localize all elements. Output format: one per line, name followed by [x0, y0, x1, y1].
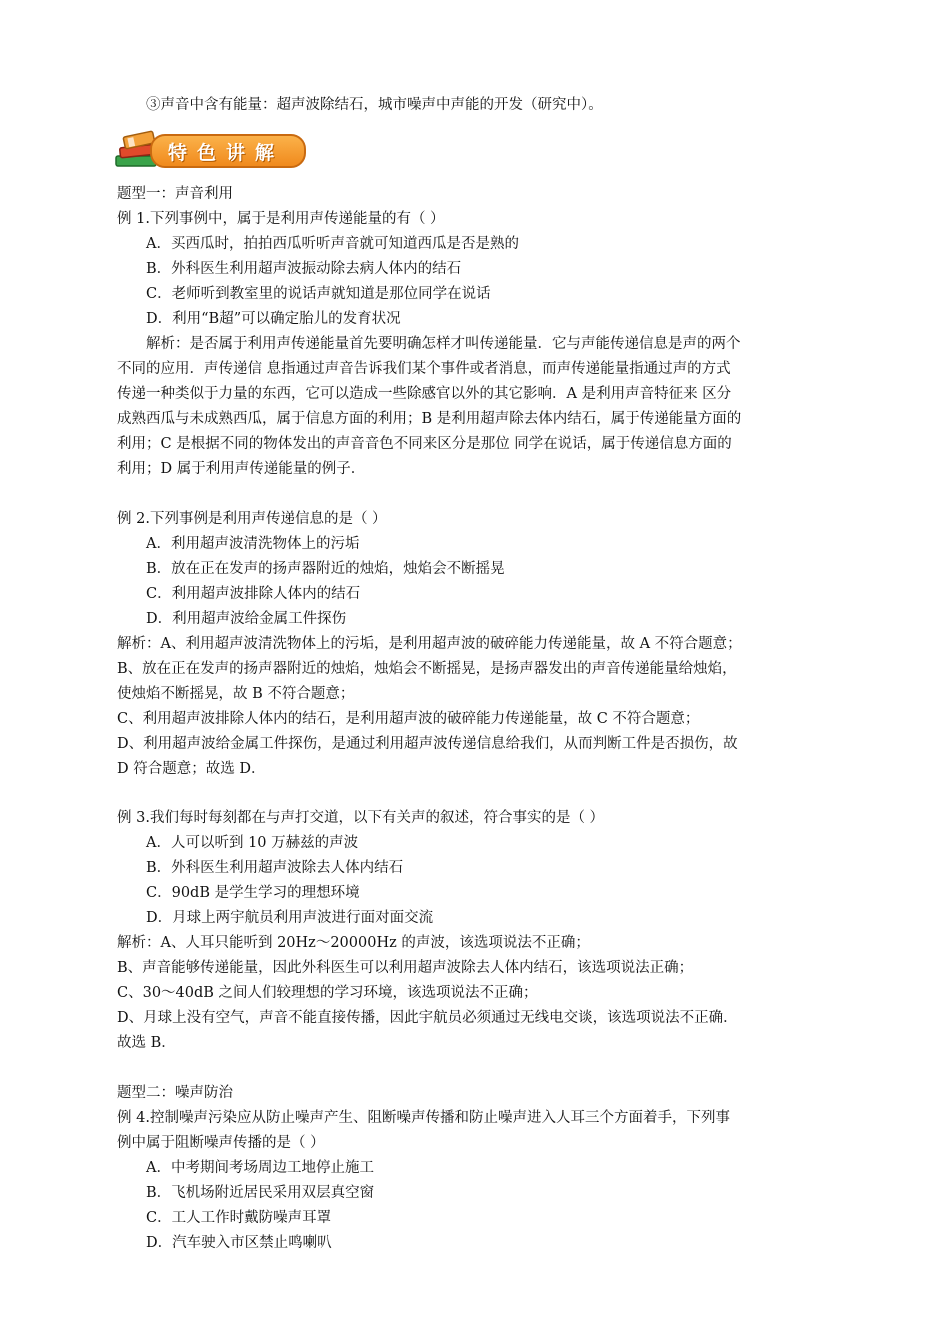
ex3-analysis-line: 故选 B． — [117, 1035, 176, 1051]
ex2-analysis-line: 解析：A、利用超声波清洗物体上的污垢，是利用超声波的破碎能力传递能量，故 A 不符合题意； — [117, 636, 742, 652]
ex1-analysis-line: 利用；C 是根据不同的物体发出的声音音色不同来区分是那位 同学在说话，属于传递信息方面的 — [117, 436, 732, 452]
ex4-option-b: B．飞机场附近居民采用双层真空窗 — [146, 1185, 375, 1201]
banner-title: 特色讲解 — [168, 142, 285, 164]
ex1-analysis-line: 传递一种类似于力量的东西，它可以造成一些除感官以外的其它影响．A 是利用声音特征来 区分 — [117, 386, 732, 402]
ex4-option-d: D．汽车驶入市区禁止鸣喇叭 — [146, 1235, 332, 1251]
ex1-option-c: C．老师听到教室里的说话声就知道是那位同学在说话 — [146, 286, 491, 302]
ex1-analysis-line: 解析：是否属于利用声传递能量首先要明确怎样才叫传递能量．它与声能传递信息是声的两个 — [146, 336, 741, 352]
ex2-analysis-line: C、利用超声波排除人体内的结石，是利用超声波的破碎能力传递能量，故 C 不符合题意； — [117, 711, 700, 727]
ex3-option-a: A．人可以听到 10 万赫兹的声波 — [146, 835, 359, 851]
ex3-analysis-line: D、月球上没有空气，声音不能直接传播，因此宇航员必须通过无线电交谈，该选项说法不正确． — [117, 1010, 738, 1026]
ex1-analysis-line: 利用；D 属于利用声传递能量的例子． — [117, 461, 366, 477]
section-title-2: 题型二：噪声防治 — [117, 1085, 233, 1101]
ex2-option-d: D．利用超声波给金属工件探伤 — [146, 611, 347, 627]
feature-banner — [112, 126, 312, 172]
intro-line: ③声音中含有能量：超声波除结石，城市噪声中声能的开发（研究中）。 — [146, 97, 603, 113]
ex2-analysis-line: B、放在正在发声的扬声器附近的烛焰，烛焰会不断摇晃，是扬声器发出的声音传递能量给烛焰， — [117, 661, 737, 677]
ex1-option-a: A．买西瓜时，拍拍西瓜听听声音就可知道西瓜是否是熟的 — [146, 236, 519, 252]
ex2-analysis-line: D 符合题意；故选 D． — [117, 761, 266, 777]
ex4-question-line: 例 4.控制噪声污染应从防止噪声产生、阻断噪声传播和防止噪声进入人耳三个方面着手，下列事 — [117, 1110, 730, 1126]
ex1-analysis-line: 不同的应用．声传递信 息指通过声音告诉我们某个事件或者消息，而声传递能量指通过声的方式 — [117, 361, 731, 377]
ex3-question: 例 3.我们每时每刻都在与声打交道，以下有关声的叙述，符合事实的是（ ） — [117, 810, 605, 826]
ex2-analysis-line: D、利用超声波给金属工件探伤，是通过利用超声波传递信息给我们，从而判断工件是否损伤，故 — [117, 736, 738, 752]
ex3-analysis-line: B、声音能够传递能量，因此外科医生可以利用超声波除去人体内结石，该选项说法正确； — [117, 960, 694, 976]
ex1-question: 例 1.下列事例中，属于是利用声传递能量的有（ ） — [117, 211, 445, 227]
ex2-option-a: A．利用超声波清洗物体上的污垢 — [146, 536, 360, 552]
ex3-option-d: D．月球上两宇航员利用声波进行面对面交流 — [146, 910, 434, 926]
ex3-option-b: B．外科医生利用超声波除去人体内结石 — [146, 860, 404, 876]
ex3-option-c: C．90dB 是学生学习的理想环境 — [146, 885, 360, 901]
ex1-option-b: B．外科医生利用超声波振动除去病人体内的结石 — [146, 261, 462, 277]
ex3-analysis-line: 解析：A、人耳只能听到 20Hz～20000Hz 的声波，该选项说法不正确； — [117, 935, 590, 951]
ex2-analysis-line: 使烛焰不断摇晃，故 B 不符合题意； — [117, 686, 355, 702]
ex2-option-c: C．利用超声波排除人体内的结石 — [146, 586, 361, 602]
ex2-option-b: B．放在正在发声的扬声器附近的烛焰，烛焰会不断摇晃 — [146, 561, 505, 577]
ex4-option-a: A．中考期间考场周边工地停止施工 — [146, 1160, 374, 1176]
ex4-option-c: C．工人工作时戴防噪声耳罩 — [146, 1210, 332, 1226]
ex1-analysis-line: 成熟西瓜与未成熟西瓜，属于信息方面的利用；B 是利用超声除去体内结石，属于传递能量方面的 — [117, 411, 742, 427]
ex3-analysis-line: C、30～40dB 之间人们较理想的学习环境，该选项说法不正确； — [117, 985, 538, 1001]
ex4-question-line: 例中属于阻断噪声传播的是（ ） — [117, 1135, 325, 1151]
ex2-question: 例 2.下列事例是利用声传递信息的是（ ） — [117, 511, 387, 527]
section-title-1: 题型一：声音利用 — [117, 186, 233, 202]
ex1-option-d: D．利用“B超”可以确定胎儿的发育状况 — [146, 311, 401, 327]
